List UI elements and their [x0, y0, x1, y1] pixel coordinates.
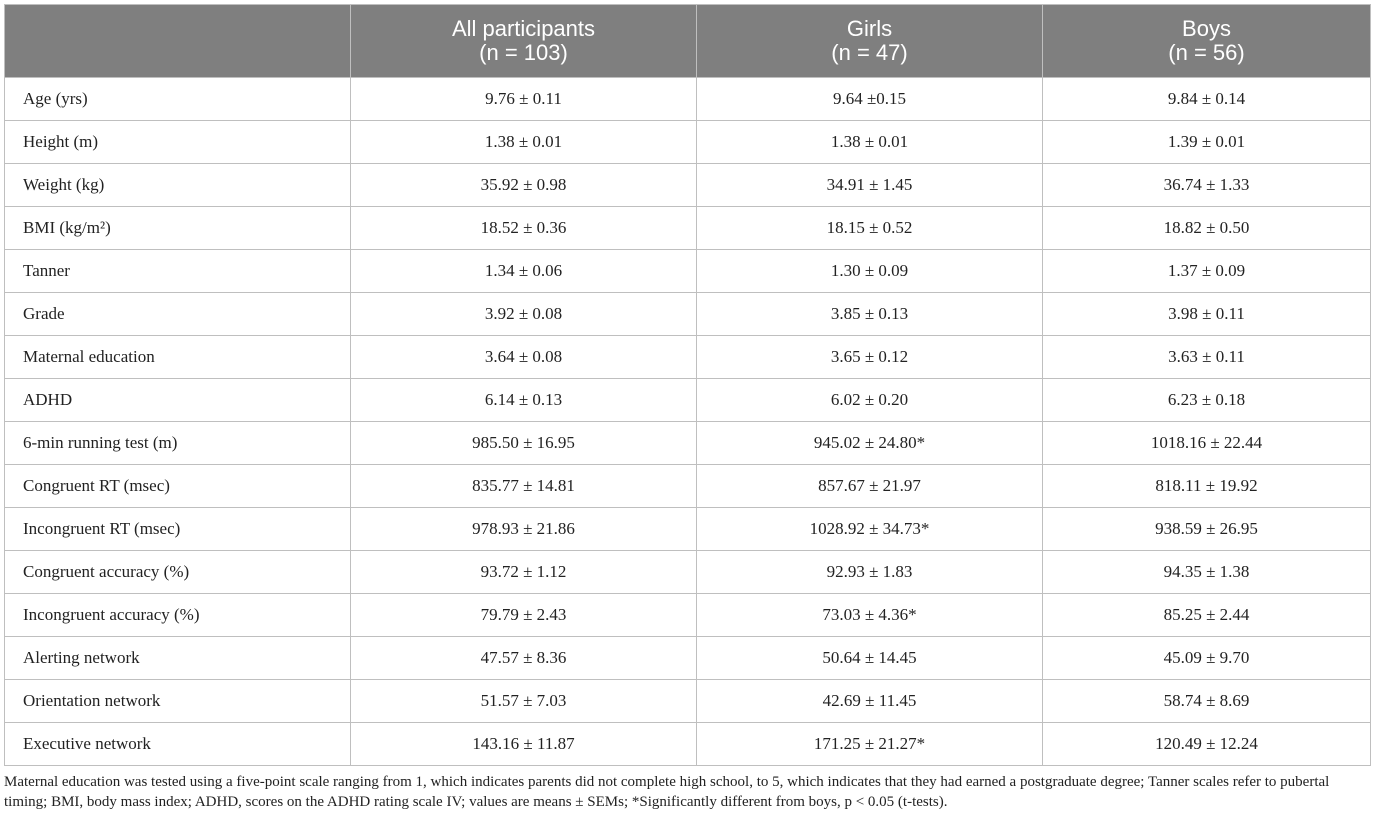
participant-characteristics-table — [4, 4, 1371, 766]
cell-all: 1.34 ± 0.06 — [351, 250, 697, 293]
table-row — [5, 594, 1371, 637]
cell-girls: 1028.92 ± 34.73* — [697, 508, 1043, 551]
cell-all: 985.50 ± 16.95 — [351, 422, 697, 465]
table-row — [5, 250, 1371, 293]
cell-girls: 6.02 ± 0.20 — [697, 379, 1043, 422]
cell-girls: 18.15 ± 0.52 — [697, 207, 1043, 250]
cell-all: 1.38 ± 0.01 — [351, 121, 697, 164]
cell-boys: 85.25 ± 2.44 — [1043, 594, 1371, 637]
cell-girls: 3.85 ± 0.13 — [697, 293, 1043, 336]
cell-girls: 1.38 ± 0.01 — [697, 121, 1043, 164]
row-label: Incongruent RT (msec) — [5, 508, 351, 551]
cell-boys: 9.84 ± 0.14 — [1043, 78, 1371, 121]
header-all-title: All participants — [451, 16, 596, 41]
cell-girls: 171.25 ± 21.27* — [697, 723, 1043, 766]
cell-boys: 58.74 ± 8.69 — [1043, 680, 1371, 723]
cell-all: 35.92 ± 0.98 — [351, 164, 697, 207]
header-boys-n: (n = 56) — [1168, 40, 1245, 65]
cell-boys: 1018.16 ± 22.44 — [1043, 422, 1371, 465]
row-label: Congruent accuracy (%) — [5, 551, 351, 594]
cell-all: 978.93 ± 21.86 — [351, 508, 697, 551]
cell-girls: 945.02 ± 24.80* — [697, 422, 1043, 465]
header-girls — [697, 5, 1043, 78]
cell-girls: 9.64 ±0.15 — [697, 78, 1043, 121]
row-label: Orientation network — [5, 680, 351, 723]
cell-boys: 818.11 ± 19.92 — [1043, 465, 1371, 508]
cell-boys: 3.98 ± 0.11 — [1043, 293, 1371, 336]
row-label: Congruent RT (msec) — [5, 465, 351, 508]
table-footnote: Maternal education was tested using a five-point scale ranging from 1, which indicates parents did not complete high school, to 5, which indicates that they had earned a postgraduate degree; Tanner scales refer to pubertal timing; BMI, body mass index; ADHD, scores on the ADHD rating scale IV; values are means ± SEMs; *Significantly different from boys, p < 0.05 (t-tests). — [4, 774, 1330, 810]
header-girls-n: (n = 47) — [831, 40, 908, 65]
table-row — [5, 465, 1371, 508]
table-row — [5, 637, 1371, 680]
row-label: Tanner — [5, 250, 351, 293]
cell-girls: 857.67 ± 21.97 — [697, 465, 1043, 508]
table-row — [5, 551, 1371, 594]
row-label: Height (m) — [5, 121, 351, 164]
table-container — [4, 4, 1370, 812]
cell-all: 143.16 ± 11.87 — [351, 723, 697, 766]
cell-all: 47.57 ± 8.36 — [351, 637, 697, 680]
row-label: Maternal education — [5, 336, 351, 379]
table-row — [5, 379, 1371, 422]
row-label: Grade — [5, 293, 351, 336]
table-row — [5, 336, 1371, 379]
table-row — [5, 164, 1371, 207]
row-label: Executive network — [5, 723, 351, 766]
cell-boys: 3.63 ± 0.11 — [1043, 336, 1371, 379]
table-row — [5, 680, 1371, 723]
cell-boys: 1.39 ± 0.01 — [1043, 121, 1371, 164]
cell-boys: 94.35 ± 1.38 — [1043, 551, 1371, 594]
cell-all: 835.77 ± 14.81 — [351, 465, 697, 508]
cell-girls: 92.93 ± 1.83 — [697, 551, 1043, 594]
cell-boys: 6.23 ± 0.18 — [1043, 379, 1371, 422]
header-boys-title: Boys — [1182, 16, 1231, 41]
cell-girls: 73.03 ± 4.36* — [697, 594, 1043, 637]
cell-boys: 18.82 ± 0.50 — [1043, 207, 1371, 250]
cell-girls: 34.91 ± 1.45 — [697, 164, 1043, 207]
cell-all: 79.79 ± 2.43 — [351, 594, 697, 637]
table-row — [5, 508, 1371, 551]
cell-girls: 42.69 ± 11.45 — [697, 680, 1043, 723]
cell-all: 51.57 ± 7.03 — [351, 680, 697, 723]
cell-all: 9.76 ± 0.11 — [351, 78, 697, 121]
header-boys — [1043, 5, 1371, 78]
cell-boys: 120.49 ± 12.24 — [1043, 723, 1371, 766]
header-all-n: (n = 103) — [479, 40, 568, 65]
cell-boys: 45.09 ± 9.70 — [1043, 637, 1371, 680]
row-label: Age (yrs) — [5, 78, 351, 121]
header-girls-title: Girls — [846, 16, 893, 41]
row-label: ADHD — [5, 379, 351, 422]
cell-all: 18.52 ± 0.36 — [351, 207, 697, 250]
row-label: Incongruent accuracy (%) — [5, 594, 351, 637]
cell-boys: 36.74 ± 1.33 — [1043, 164, 1371, 207]
cell-all: 3.64 ± 0.08 — [351, 336, 697, 379]
header-row — [5, 5, 1371, 78]
table-row — [5, 78, 1371, 121]
table-row — [5, 723, 1371, 766]
cell-boys: 1.37 ± 0.09 — [1043, 250, 1371, 293]
cell-all: 93.72 ± 1.12 — [351, 551, 697, 594]
row-label: BMI (kg/m²) — [5, 207, 351, 250]
row-label: Alerting network — [5, 637, 351, 680]
table-row — [5, 121, 1371, 164]
table-row — [5, 293, 1371, 336]
cell-all: 3.92 ± 0.08 — [351, 293, 697, 336]
row-label: 6-min running test (m) — [5, 422, 351, 465]
cell-girls: 50.64 ± 14.45 — [697, 637, 1043, 680]
cell-all: 6.14 ± 0.13 — [351, 379, 697, 422]
cell-girls: 3.65 ± 0.12 — [697, 336, 1043, 379]
row-label: Weight (kg) — [5, 164, 351, 207]
header-empty-cell — [5, 5, 351, 78]
cell-boys: 938.59 ± 26.95 — [1043, 508, 1371, 551]
cell-girls: 1.30 ± 0.09 — [697, 250, 1043, 293]
table-row — [5, 422, 1371, 465]
table-row — [5, 207, 1371, 250]
header-all-participants — [351, 5, 697, 78]
